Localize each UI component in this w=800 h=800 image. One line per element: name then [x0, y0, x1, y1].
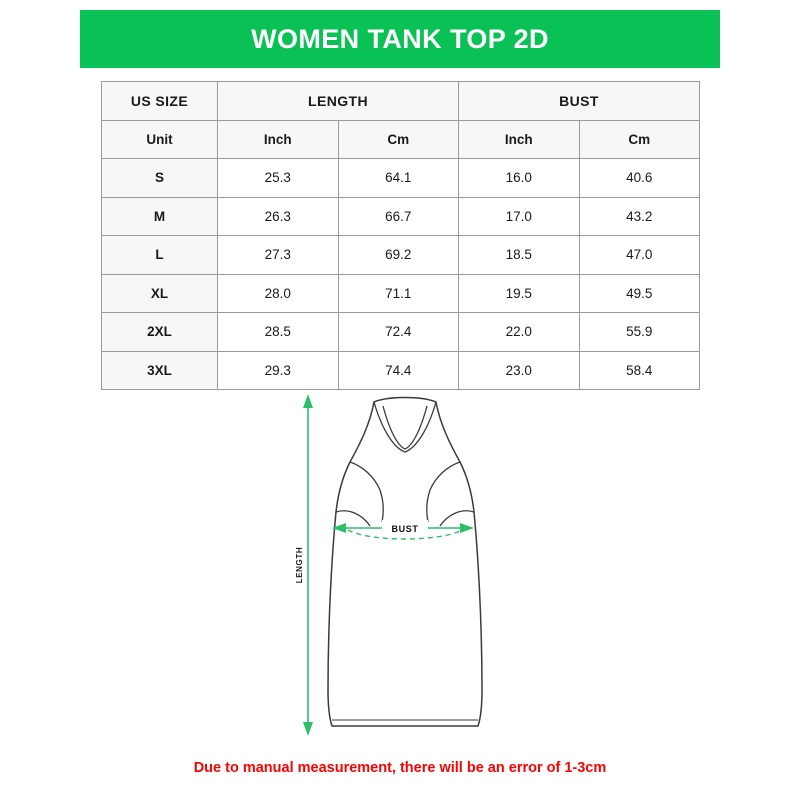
unit-label: Unit — [102, 120, 218, 159]
table-row — [102, 313, 700, 352]
row-bust-cm: 43.2 — [579, 197, 700, 236]
row-size: 2XL — [102, 313, 218, 352]
header-banner — [80, 10, 720, 68]
row-bust-cm: 47.0 — [579, 236, 700, 275]
table-row — [102, 197, 700, 236]
measurement-disclaimer: Due to manual measurement, there will be an error of 1-3cm — [193, 760, 607, 776]
header-length: LENGTH — [218, 82, 459, 121]
row-size: S — [102, 159, 218, 198]
row-length-inch: 29.3 — [218, 351, 339, 390]
row-length-inch: 25.3 — [218, 159, 339, 198]
row-size: L — [102, 236, 218, 275]
row-length-inch: 28.0 — [218, 274, 339, 313]
row-length-inch: 27.3 — [218, 236, 339, 275]
table-row — [102, 159, 700, 198]
row-bust-inch: 17.0 — [459, 197, 580, 236]
header-us-size: US SIZE — [102, 82, 218, 121]
row-length-cm: 72.4 — [338, 313, 459, 352]
row-bust-inch: 22.0 — [459, 313, 580, 352]
row-size: XL — [102, 274, 218, 313]
row-length-cm: 64.1 — [338, 159, 459, 198]
length-label: LENGTH — [295, 546, 304, 584]
table-row — [102, 236, 700, 275]
row-bust-cm: 40.6 — [579, 159, 700, 198]
row-bust-inch: 16.0 — [459, 159, 580, 198]
tank-top-outline — [328, 398, 482, 727]
row-bust-cm: 49.5 — [579, 274, 700, 313]
table-row — [102, 274, 700, 313]
row-length-cm: 69.2 — [338, 236, 459, 275]
row-bust-inch: 18.5 — [459, 236, 580, 275]
unit-length-cm: Cm — [338, 120, 459, 159]
page-title: WOMEN TANK TOP 2D — [251, 23, 549, 54]
table-unit-row — [102, 120, 700, 159]
size-table-container — [101, 81, 699, 390]
table-header-row — [102, 82, 700, 121]
unit-length-inch: Inch — [218, 120, 339, 159]
row-length-inch: 26.3 — [218, 197, 339, 236]
row-size: 3XL — [102, 351, 218, 390]
header-bust: BUST — [459, 82, 700, 121]
bust-label: BUST — [391, 524, 419, 534]
size-table — [101, 81, 700, 390]
row-length-cm: 71.1 — [338, 274, 459, 313]
row-length-cm: 74.4 — [338, 351, 459, 390]
row-bust-cm: 55.9 — [579, 313, 700, 352]
row-size: M — [102, 197, 218, 236]
row-bust-cm: 58.4 — [579, 351, 700, 390]
unit-bust-cm: Cm — [579, 120, 700, 159]
table-row — [102, 351, 700, 390]
unit-bust-inch: Inch — [459, 120, 580, 159]
row-bust-inch: 23.0 — [459, 351, 580, 390]
row-length-cm: 66.7 — [338, 197, 459, 236]
row-bust-inch: 19.5 — [459, 274, 580, 313]
row-length-inch: 28.5 — [218, 313, 339, 352]
garment-diagram — [270, 390, 540, 740]
length-measure-arrow — [303, 394, 313, 736]
